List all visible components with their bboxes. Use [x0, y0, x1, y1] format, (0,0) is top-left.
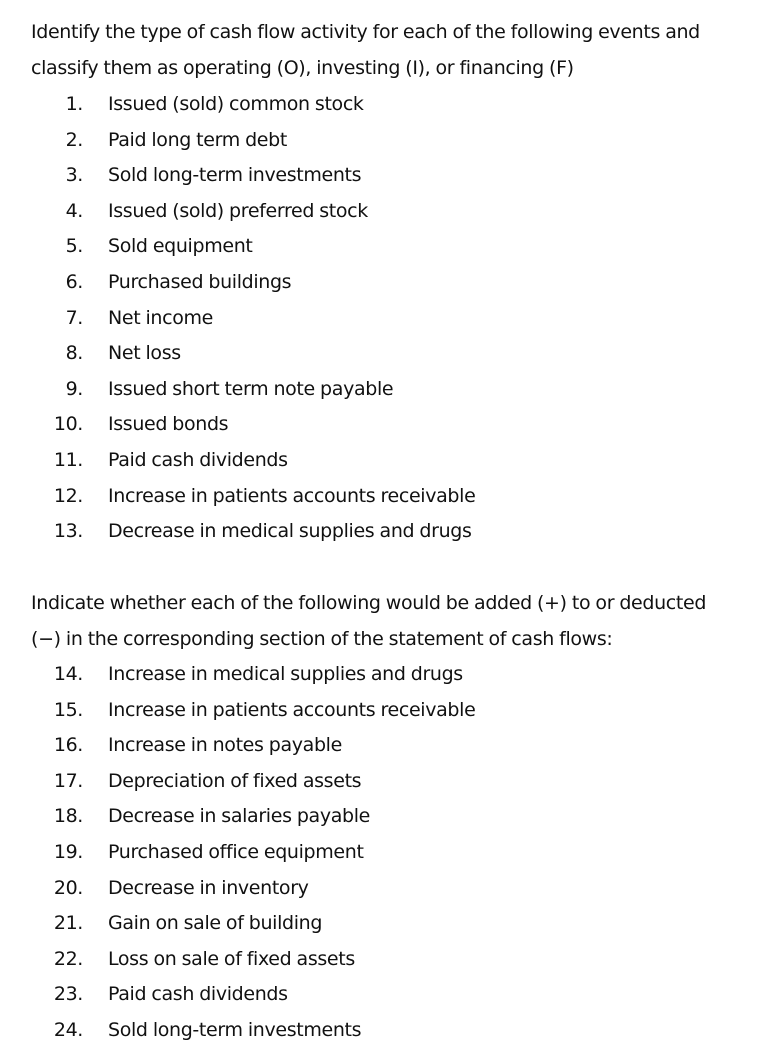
list-item-text: Issued (sold) common stock — [108, 93, 364, 115]
list-item-text: Issued bonds — [108, 413, 229, 436]
section2-instruction-line1: Indicate whether each of the following would be added (+) to or deducted — [31, 592, 707, 614]
list-item-text: Sold long-term investments — [108, 164, 362, 187]
list-item-text: Depreciation of fixed assets — [108, 769, 362, 792]
section1-instructions — [31, 15, 731, 86]
list-item-text: Paid cash dividends — [108, 448, 288, 471]
list-item-text: Decrease in salaries payable — [108, 805, 370, 828]
section2-instruction-line2: (−) in the corresponding section of the statement of cash flows: — [31, 627, 613, 650]
list-item-text: Loss on sale of fixed assets — [108, 947, 355, 970]
list-item-text: Purchased buildings — [108, 270, 292, 293]
list-item-number: 24. — [53, 1018, 83, 1041]
list-item-text: Decrease in medical supplies and drugs — [108, 520, 472, 543]
list-item-number: 2. — [65, 128, 83, 151]
list-item-number: 13. — [53, 520, 83, 543]
list-item-text: Gain on sale of building — [108, 912, 323, 935]
list-item-number: 4. — [65, 199, 83, 222]
list-item-number: 6. — [65, 270, 83, 293]
list-item-text: Paid cash dividends — [108, 983, 288, 1006]
list-item-number: 16. — [53, 734, 83, 757]
list-item-number: 21. — [53, 912, 83, 935]
list-item-number: 19. — [53, 840, 83, 863]
list-item-text: Sold equipment — [108, 235, 253, 258]
list-item-text: Increase in medical supplies and drugs — [108, 663, 463, 685]
list-item-text: Net income — [108, 306, 213, 329]
list-item-text: Increase in notes payable — [108, 734, 342, 757]
section2-instructions — [31, 586, 731, 657]
list-item-number: 14. — [53, 663, 83, 685]
list-item-number: 3. — [65, 164, 83, 187]
list-item-number: 11. — [53, 448, 83, 471]
list-item-text: Paid long term debt — [108, 128, 287, 151]
list-item-text: Issued (sold) preferred stock — [108, 199, 368, 222]
list-item-number: 9. — [65, 377, 83, 400]
section1-instruction-line2: classify them as operating (O), investing (I), or financing (F) — [31, 56, 574, 79]
list-item-number: 20. — [53, 876, 83, 899]
list-item-text: Net loss — [108, 342, 181, 365]
list-item-number: 5. — [65, 235, 83, 258]
list-item-text: Purchased office equipment — [108, 840, 364, 863]
list-item-number: 17. — [53, 769, 83, 792]
section1-instruction-line1: Identify the type of cash flow activity for each of the following events and — [31, 21, 700, 43]
list-item-text: Sold long-term investments — [108, 1018, 362, 1041]
list-item-number: 15. — [53, 698, 83, 721]
list-item-number: 22. — [53, 947, 83, 970]
list-item-text: Increase in patients accounts receivable — [108, 698, 476, 721]
list-item-number: 1. — [65, 93, 83, 115]
list-item-text: Decrease in inventory — [108, 876, 309, 899]
list-item-number: 10. — [53, 413, 83, 436]
list-item-text: Increase in patients accounts receivable — [108, 484, 476, 507]
list-item-number: 12. — [53, 484, 83, 507]
list-item-number: 8. — [65, 342, 83, 365]
list-item-number: 23. — [53, 983, 83, 1006]
list-item-number: 7. — [65, 306, 83, 329]
list-item-number: 18. — [53, 805, 83, 828]
list-item-text: Issued short term note payable — [108, 377, 394, 400]
